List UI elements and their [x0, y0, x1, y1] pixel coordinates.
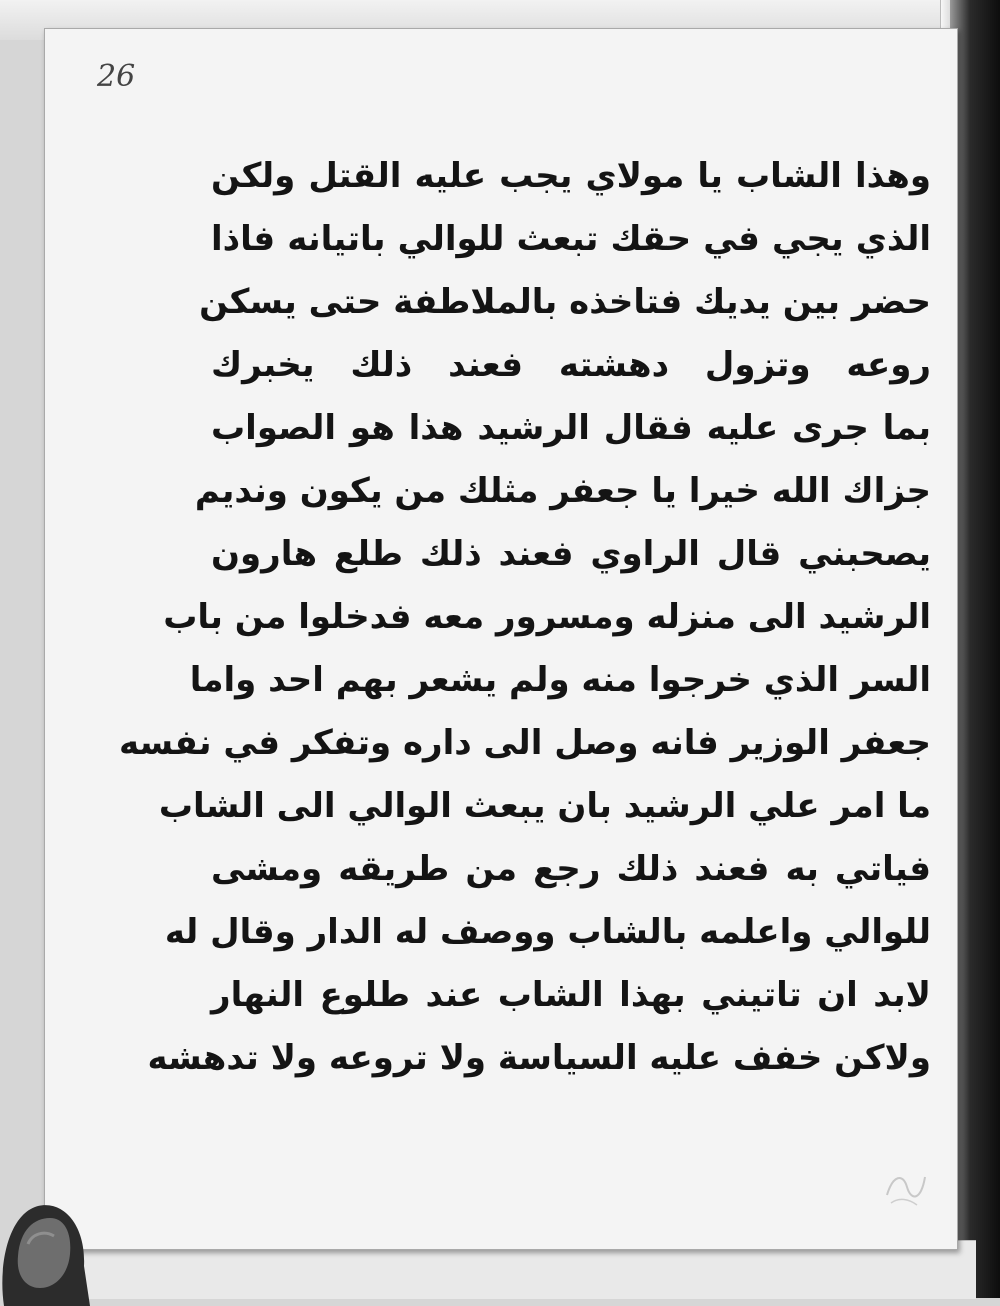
text-line: جزاك الله خيرا يا جعفر مثلك من يكون ونديم: [194, 471, 931, 511]
text-line: الذي يجي في حقك تبعث للوالي باتيانه فاذا: [211, 219, 931, 259]
text-line: بما جرى عليه فقال الرشيد هذا هو الصواب: [211, 408, 931, 448]
text-line: الرشيد الى منزله ومسرور معه فدخلوا من باب: [163, 597, 931, 637]
thumb: [0, 1196, 90, 1306]
text-line: ولاكن خفف عليه السياسة ولا تروعه ولا تدهشه: [147, 1038, 931, 1078]
text-line: للوالي واعلمه بالشاب ووصف له الدار وقال له: [164, 912, 931, 952]
manuscript-text-block: [119, 145, 931, 1090]
text-line: حضر بين يديك فتاخذه بالملاطفة حتى يسكن: [199, 282, 931, 322]
text-line: ما امر علي الرشيد بان يبعث الوالي الى الشاب: [158, 786, 931, 826]
folio-number: 26: [97, 59, 136, 94]
bleed-through-mark: [881, 1165, 929, 1209]
text-line: روعه وتزول دهشته فعند ذلك يخبرك: [211, 345, 931, 385]
text-line: جعفر الوزير فانه وصل الى داره وتفكر في نفسه: [119, 723, 931, 763]
text-line: السر الذي خرجوا منه ولم يشعر بهم احد واما: [189, 660, 931, 700]
text-line: يصحبني قال الراوي فعند ذلك طلع هارون: [211, 534, 931, 574]
manuscript-page: [44, 28, 958, 1250]
text-line: فياتي به فعند ذلك رجع من طريقه ومشى: [211, 849, 931, 889]
text-line: وهذا الشاب يا مولاي يجب عليه القتل ولكن: [211, 156, 931, 196]
text-line: لابد ان تاتيني بهذا الشاب عند طلوع النهار: [211, 975, 931, 1015]
